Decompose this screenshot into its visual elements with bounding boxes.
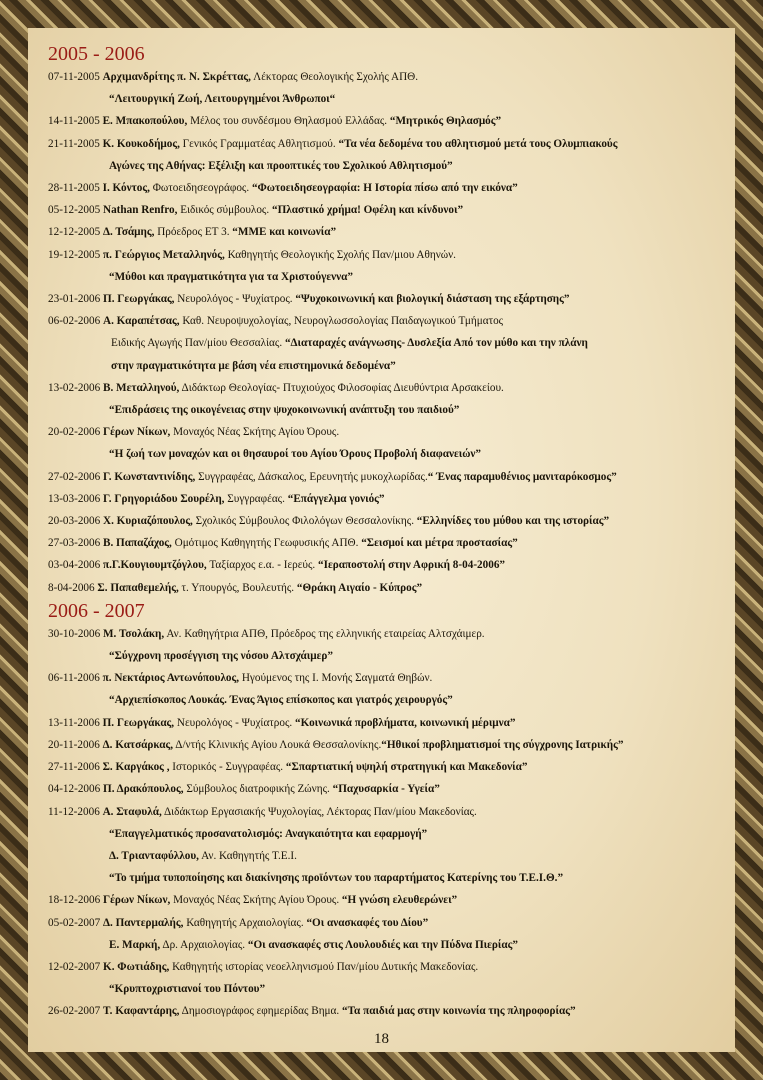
date: 03-04-2006 [48, 559, 101, 572]
lecture-list [48, 42, 728, 1023]
speaker: Γέρων Νίκων, [103, 426, 171, 439]
speaker: π.Γ.Κουγιουμτζόγλου, [103, 559, 207, 572]
speaker: Γέρων Νίκων, [103, 894, 171, 907]
lecture-title: “Σπαρτιατική υψηλή στρατηγική και Μακεδονία” [285, 761, 528, 774]
page [28, 28, 735, 1052]
speaker: Π. Γεωργάκας, [103, 293, 175, 306]
lecture-title: “Μύθοι και πραγματικότητα για τα Χριστούγεννα” [109, 270, 354, 283]
lecture-title: “Ψυχοκοινωνική και βιολογική διάσταση της εξάρτησης” [295, 293, 570, 306]
list-item [48, 177, 728, 199]
list-item [48, 734, 728, 756]
speaker-role: Ηγούμενος της Ι. Μονής Σαγματά Θηβών. [241, 672, 433, 685]
date: 11-12-2006 [48, 805, 100, 818]
speaker: Γ. Κωνσταντινίδης, [103, 470, 196, 483]
speaker-role: Διδάκτωρ Εργασιακής Ψυχολογίας, Λέκτορας Παν/μίου Μακεδονίας. [163, 805, 477, 818]
list-item [48, 912, 728, 934]
date: 18-12-2006 [48, 894, 101, 907]
date: 13-03-2006 [48, 492, 101, 505]
speaker-role: Λέκτορας Θεολογικής Σχολής ΑΠΘ. [253, 71, 419, 83]
date: 26-02-2007 [48, 1005, 101, 1018]
speaker-role: Καθηγητής Θεολογικής Σχολής Παν/μιου Αθηνών. [227, 248, 456, 261]
speaker-role: Μέλος του συνδέσμου Θηλασμού Ελλάδας. [190, 115, 388, 128]
lecture-title-continued: Αγώνες της Αθήνας: Εξέλιξη και προοπτικές του Σχολικού Αθλητισμού” [109, 159, 453, 172]
date: 28-11-2005 [48, 182, 100, 195]
lecture-title: “Επαγγελματικός προσανατολισμός: Αναγκαιότητα και εφαρμογή” [109, 827, 428, 840]
lecture-title: “ΜΜΕ και κοινωνία” [232, 226, 337, 239]
date: 20-11-2006 [48, 738, 100, 751]
list-item-continued [48, 845, 728, 867]
list-item [48, 778, 728, 800]
speaker: Γ. Γρηγοριάδου Σουρέλη, [103, 492, 225, 505]
list-item [48, 801, 728, 823]
lecture-title: “Παχυσαρκία - Υγεία” [332, 783, 440, 796]
lecture-title: “Τα παιδιά μας στην κοινωνία της πληροφορίας” [342, 1005, 576, 1018]
speaker-role: Καθηγητής ιστορίας νεοελληνισμού Παν/μίου Δυτικής Μακεδονίας. [172, 960, 479, 973]
date: 30-10-2006 [48, 627, 101, 640]
speaker: Δ. Τριανταφύλλου, [109, 849, 199, 862]
list-item [48, 667, 728, 689]
speaker-role: Συγγραφέας. [227, 492, 285, 505]
date: 20-02-2006 [48, 426, 101, 439]
lecture-title: “Το τμήμα τυποποίησης και διακίνησης προϊόντων του παραρτήματος Κατερίνης του Τ.Ε.Ι.Θ.” [109, 872, 564, 885]
lecture-title: “Ιεραποστολή στην Αφρική 8-04-2006” [318, 559, 506, 572]
speaker-role: Νευρολόγος - Ψυχίατρος. [176, 716, 293, 729]
list-item [48, 956, 728, 978]
speaker-role: Διδάκτωρ Θεολογίας- Πτυχιούχος Φιλοσοφίας Διευθύντρια Αρσακείου. [181, 381, 504, 394]
speaker: Α. Καραπέτσας, [103, 315, 180, 328]
list-item [48, 244, 728, 266]
speaker-role: τ. Υπουργός, Βουλευτής. [181, 581, 295, 594]
lecture-title: “ Ένας παραμυθένιος μανιταρόκοσμος” [427, 470, 617, 483]
speaker-role: Νευρολόγος - Ψυχίατρος. [177, 293, 293, 306]
speaker: π. Γεώργιος Μεταλληνός, [103, 248, 225, 261]
speaker: Π. Γεωργάκας, [102, 716, 175, 729]
lecture-title: “Ελληνίδες του μύθου και της ιστορίας” [416, 515, 610, 528]
date: 04-12-2006 [48, 783, 101, 796]
list-item [48, 623, 728, 645]
speaker-role: Συγγραφέας, Δάσκαλος, Ερευνητής μυκοχλωρίδας. [198, 470, 428, 483]
speaker-role: Ειδικής Αγωγής Παν/μίου Θεσσαλίας. [111, 337, 283, 350]
date: 20-03-2006 [48, 515, 101, 528]
speaker-role: Δημοσιογράφος εφημερίδας Βημα. [181, 1005, 340, 1018]
date: 27-02-2006 [48, 470, 101, 483]
speaker: Αρχιμανδρίτης π. Ν. Σκρέττας, [102, 71, 251, 83]
speaker-role: Ιστορικός - Συγγραφέας. [172, 761, 284, 774]
page-number: 18 [374, 1031, 389, 1047]
speaker-role: Πρόεδρος ΕΤ 3. [157, 226, 230, 239]
list-item [48, 466, 728, 488]
speaker: Χ. Κυριαζόπουλος, [103, 515, 193, 528]
speaker: Δ. Τσάμης, [103, 226, 155, 239]
speaker-role: Ταξίαρχος ε.α. - Ιερεύς. [209, 559, 316, 572]
lecture-title: “Πλαστικό χρήμα! Οφέλη και κίνδυνοι” [271, 204, 464, 217]
date: 05-02-2007 [48, 916, 101, 929]
speaker-role: Γενικός Γραμματέας Αθλητισμού. [182, 137, 336, 150]
lecture-title: “Επιδράσεις της οικογένειας στην ψυχοκοινωνική ανάπτυξη του παιδιού” [109, 404, 460, 417]
speaker-role: Δ/ντής Κλινικής Αγίου Λουκά Θεσσαλονίκης. [175, 738, 382, 751]
speaker: Σ. Παπαθεμελής, [97, 581, 179, 594]
date: 13-11-2006 [48, 716, 100, 729]
list-item-continued [48, 332, 728, 354]
list-item [48, 1000, 728, 1022]
lecture-title-continued: στην πραγματικότητα με βάση νέα επιστημονικά δεδομένα” [111, 359, 396, 372]
speaker-role: Φωτοειδησεογράφος. [152, 182, 250, 195]
date: 21-11-2005 [48, 137, 100, 150]
speaker: π. Νεκτάριος Αντωνόπουλος, [102, 672, 240, 685]
speaker-role: Μοναχός Νέας Σκήτης Αγίου Όρους. [173, 894, 340, 907]
date: 12-02-2007 [48, 960, 101, 973]
speaker: Ε. Μαρκή, [109, 938, 161, 951]
date: 06-02-2006 [48, 315, 101, 328]
lecture-title: “Φωτοειδησεογραφία: Η Ιστορία πίσω από την εικόνα” [251, 182, 518, 195]
lecture-title: “Κρυπτοχριστιανοί του Πόντου” [109, 983, 266, 996]
speaker-role: Μοναχός Νέας Σκήτης Αγίου Όρους. [173, 426, 340, 439]
speaker: Κ. Φωτιάδης, [103, 960, 170, 973]
speaker-role: Σχολικός Σύμβουλος Φιλολόγων Θεσσαλονίκης. [195, 515, 414, 528]
list-item [48, 756, 728, 778]
speaker: Β. Μεταλληνού, [103, 381, 180, 394]
speaker-role: Ομότιμος Καθηγητής Γεωφυσικής ΑΠΘ. [174, 537, 359, 550]
lecture-title: “Οι ανασκαφές του Δίου” [306, 916, 429, 929]
date: 12-12-2005 [48, 226, 101, 239]
lecture-title: “Η ζωή των μοναχών και οι θησαυροί του Αγίου Όρους Προβολή διαφανειών” [109, 448, 482, 461]
speaker: Π. Δρακόπουλος, [103, 783, 184, 796]
speaker: Ε. Μπακοπούλου, [102, 115, 188, 128]
speaker: Β. Παπαζάχος, [103, 537, 172, 550]
lecture-title: “Η γνώση ελευθερώνει” [341, 894, 458, 907]
list-item [48, 889, 728, 911]
speaker-role: Ειδικός σύμβουλος. [180, 204, 270, 217]
date: 27-11-2006 [48, 761, 100, 774]
list-item [48, 377, 728, 399]
lecture-title: “Ηθικοί προβληματισμοί της σύγχρονης Ιατρικής” [381, 738, 624, 751]
list-item [48, 110, 728, 132]
list-item [48, 532, 728, 554]
lecture-title: “Κοινωνικά προβλήματα, κοινωνική μέριμνα” [295, 716, 516, 729]
date: 05-12-2005 [48, 204, 101, 217]
list-item [48, 488, 728, 510]
speaker: Ι. Κόντος, [102, 182, 150, 195]
lecture-title: “Αρχιεπίσκοπος Λουκάς. Ένας Άγιος επίσκοπος και γιατρός χειρουργός” [109, 694, 453, 707]
date: 19-12-2005 [48, 248, 101, 261]
date: 07-11-2005 [48, 71, 100, 83]
list-item [48, 421, 728, 443]
list-item [48, 199, 728, 221]
section-heading-2006-2007: 2006 - 2007 [48, 599, 145, 622]
list-item [48, 712, 728, 734]
speaker: Nathan Renfro, [103, 204, 178, 217]
list-item [48, 66, 728, 88]
speaker: Κ. Κουκοδήμος, [102, 137, 180, 150]
speaker-role: Δρ. Αρχαιολογίας. [162, 938, 246, 951]
speaker: Μ. Τσολάκη, [103, 627, 165, 640]
speaker: Τ. Καφαντάρης, [103, 1005, 180, 1018]
lecture-title: “Οι ανασκαφές στις Λουλουδιές και την Πύδνα Πιερίας” [247, 938, 518, 951]
list-item [48, 288, 728, 310]
lecture-title: “Τα νέα δεδομένα του αθλητισμού μετά τους Ολυμπιακούς [338, 137, 618, 150]
speaker-role: Αν. Καθηγητής Τ.Ε.Ι. [201, 849, 297, 862]
date: 13-02-2006 [48, 381, 101, 394]
date: 14-11-2005 [48, 115, 100, 128]
speaker-role: Αν. Καθηγήτρια ΑΠΘ, Πρόεδρος της ελληνικής εταιρείας Αλτσχάιμερ. [166, 627, 485, 640]
speaker-role: Καθ. Νευροψυχολογίας, Νευρογλωσσολογίας Παιδαγωγικού Τμήματος [182, 315, 504, 328]
speaker-role: Σύμβουλος διατροφικής Ζώνης. [186, 783, 330, 796]
speaker: Α. Σταφυλά, [102, 805, 162, 818]
lecture-title: “Μητρικός Θηλασμός” [389, 115, 502, 128]
speaker-role: Καθηγητής Αρχαιολογίας. [186, 916, 304, 929]
lecture-title: “Επάγγελμα γονιός” [287, 492, 385, 505]
list-item [48, 554, 728, 576]
date: 27-03-2006 [48, 537, 101, 550]
date: 06-11-2006 [48, 672, 100, 685]
list-item-continued [48, 934, 728, 956]
lecture-title: “Διαταραχές ανάγνωσης- Δυσλεξία Από τον μύθο και την πλάνη [284, 337, 588, 350]
speaker: Δ. Κατσάρκας, [102, 738, 174, 751]
list-item [48, 133, 728, 155]
date: 23-01-2006 [48, 293, 101, 306]
speaker: Σ. Καργάκος , [102, 761, 170, 774]
list-item [48, 510, 728, 532]
list-item [48, 221, 728, 243]
lecture-title: “Θράκη Αιγαίο - Κύπρος” [296, 581, 423, 594]
lecture-title: “Σεισμοί και μέτρα προστασίας” [361, 537, 518, 550]
section-heading-2005-2006: 2005 - 2006 [48, 43, 145, 65]
lecture-title: “Σύγχρονη προσέγγιση της νόσου Αλτσχάιμερ” [109, 650, 333, 663]
speaker: Δ. Παντερμαλής, [103, 916, 184, 929]
lecture-title: “Λειτουργική Ζωή, Λειτουργημένοι Άνθρωποι“ [109, 93, 336, 106]
list-item [48, 310, 728, 332]
list-item [48, 577, 728, 599]
date: 8-04-2006 [48, 581, 95, 594]
